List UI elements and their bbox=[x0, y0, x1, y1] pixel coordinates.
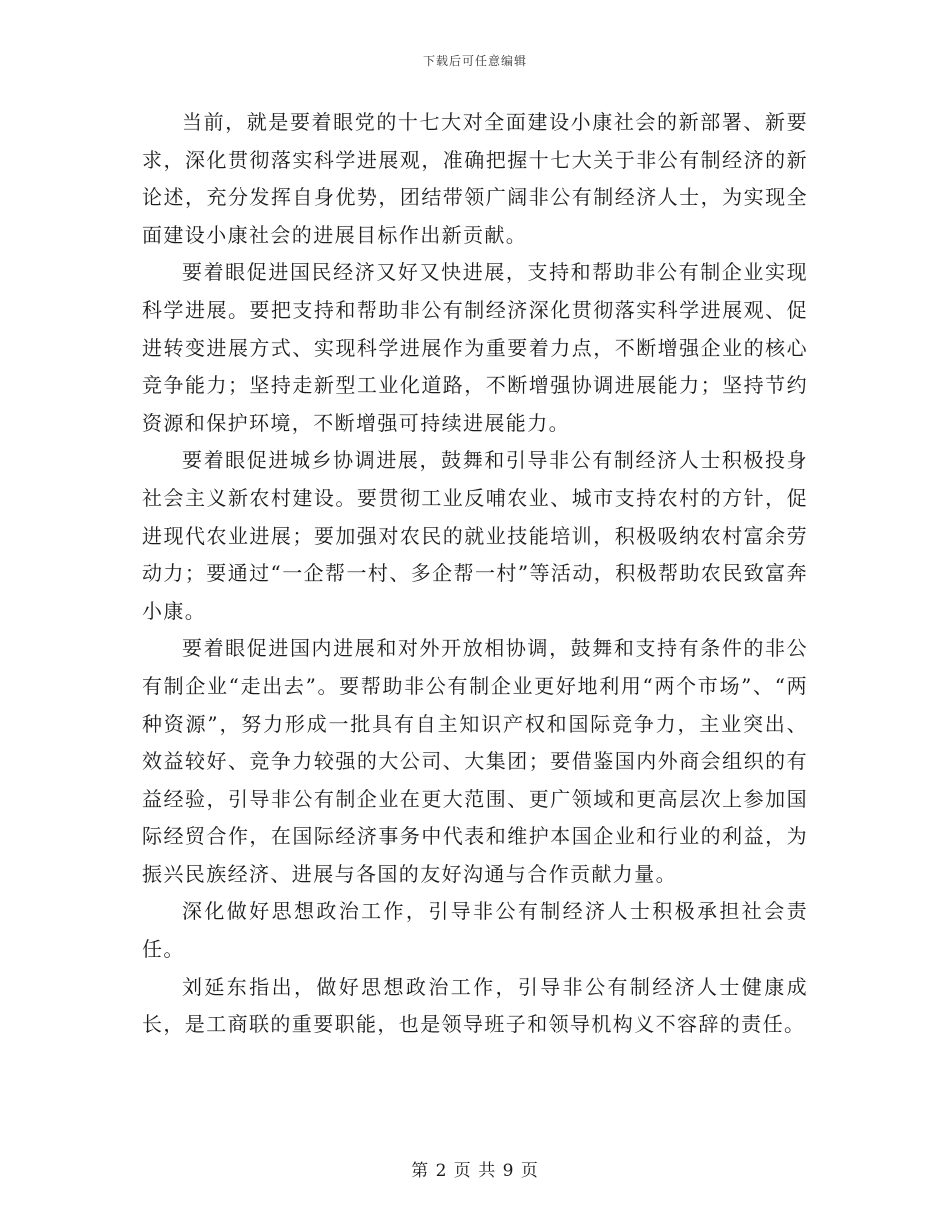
page-header: 下载后可任意编辑 bbox=[422, 54, 527, 68]
document-body bbox=[142, 104, 808, 1044]
paragraph-3: 要着眼促进城乡协调进展，鼓舞和引导非公有制经济人士积极投身社会主义新农村建设。要贯彻工业反哺农业、城市支持农村的方针，促进现代农业进展；要加强对农民的就业技能培训，积极吸纳农村富余劳动力；要通过“一企帮一村、多企帮一村”等活动，积极帮助农民致富奔小康。 bbox=[142, 448, 808, 623]
paragraph-6: 刘延东指出，做好思想政治工作，引导非公有制经济人士健康成长，是工商联的重要职能，也是领导班子和领导机构义不容辞的责任。 bbox=[142, 974, 808, 1037]
paragraph-2: 要着眼促进国民经济又好又快进展，支持和帮助非公有制企业实现科学进展。要把支持和帮助非公有制经济深化贯彻落实科学进展观、促进转变进展方式、实现科学进展作为重要着力点，不断增强企业的核心竞争能力；坚持走新型工业化道路，不断增强协调进展能力；坚持节约资源和保护环境，不断增强可持续进展能力。 bbox=[142, 260, 808, 435]
paragraph-1: 当前，就是要着眼党的十七大对全面建设小康社会的新部署、新要求，深化贯彻落实科学进展观，准确把握十七大关于非公有制经济的新论述，充分发挥自身优势，团结带领广阔非公有制经济人士，为实现全面建设小康社会的进展目标作出新贡献。 bbox=[142, 110, 808, 247]
paragraph-5: 深化做好思想政治工作，引导非公有制经济人士积极承担社会责任。 bbox=[142, 899, 808, 962]
page-number-footer: 第 2 页 共 9 页 bbox=[411, 1161, 539, 1181]
paragraph-4: 要着眼促进国内进展和对外开放相协调，鼓舞和支持有条件的非公有制企业“走出去”。要帮助非公有制企业更好地利用“两个市场”、“两种资源”，努力形成一批具有自主知识产权和国际竞争力，主业突出、效益较好、竞争力较强的大公司、大集团；要借鉴国内外商会组织的有益经验，引导非公有制企业在更大范围、更广领域和更高层次上参加国际经贸合作，在国际经济事务中代表和维护本国企业和行业的利益，为振兴民族经济、进展与各国的友好沟通与合作贡献力量。 bbox=[142, 636, 808, 886]
